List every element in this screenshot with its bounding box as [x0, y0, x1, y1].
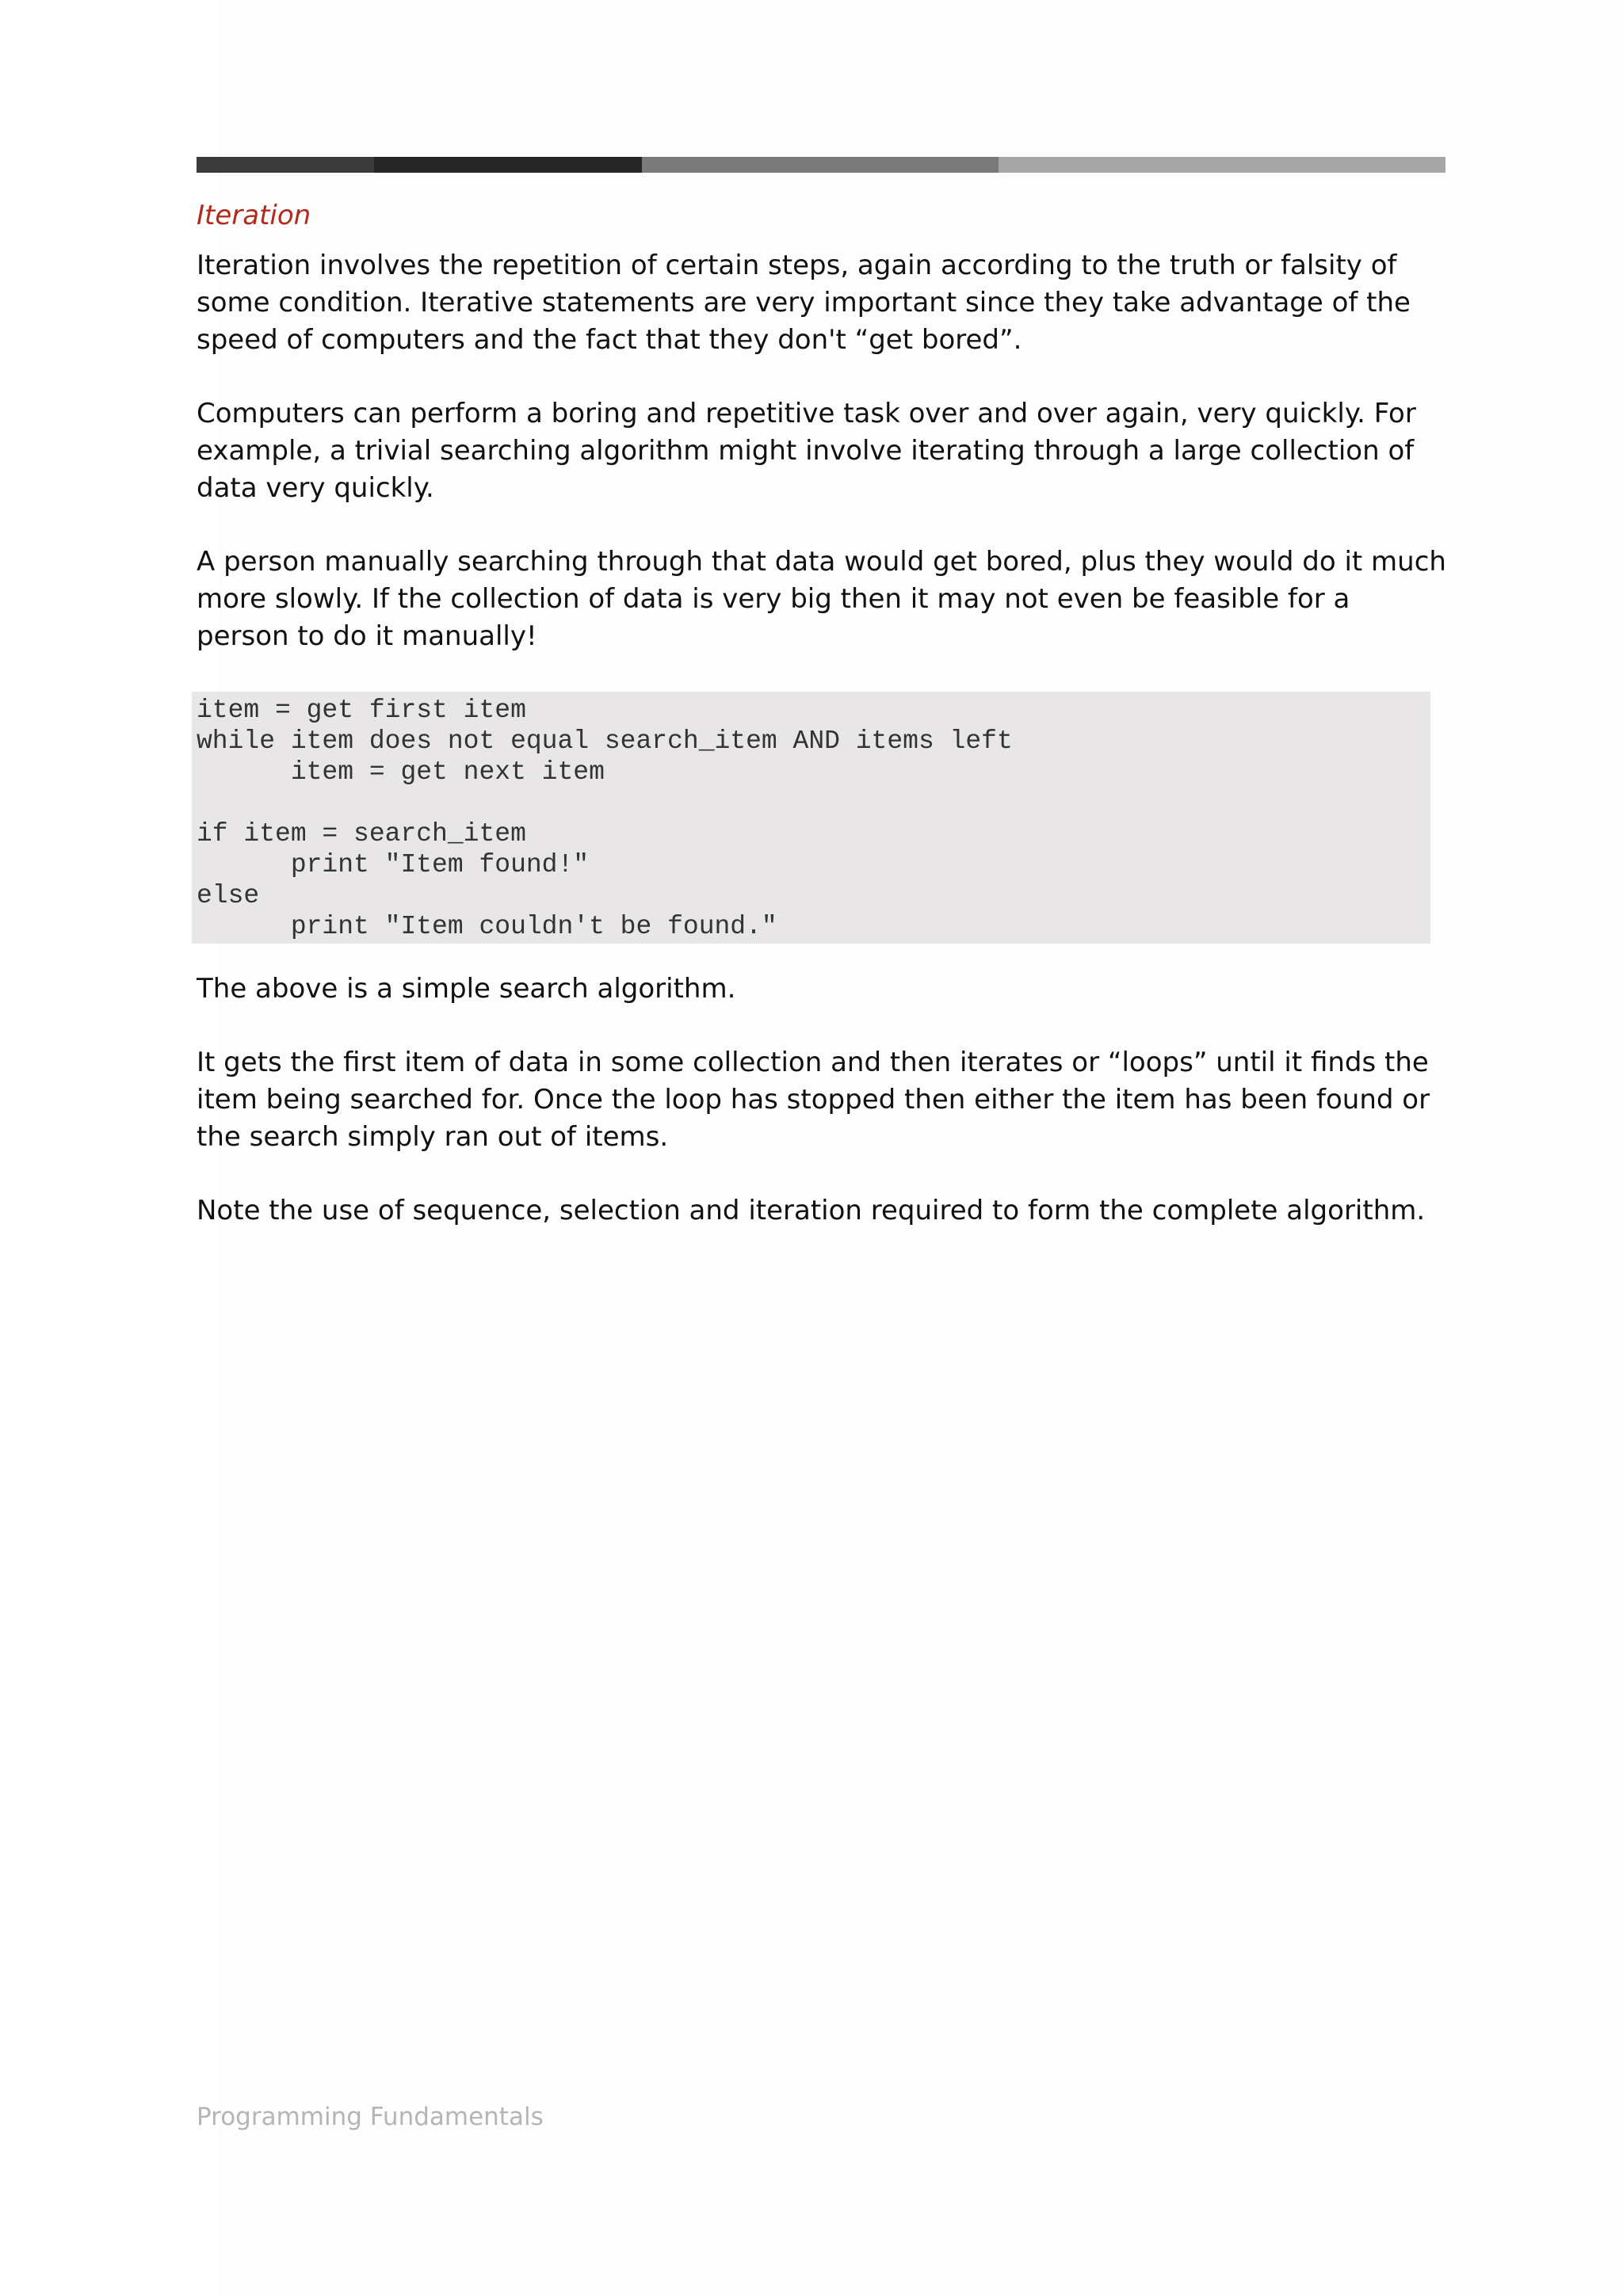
paragraph: A person manually searching through that data would get bored, plus they would do it much more slowly. If the collection of data is very big then it may not even be feasible for a person to do it manually! [197, 546, 1446, 652]
code-line: item = get next item [197, 757, 605, 787]
code-line [197, 788, 1430, 818]
code-line: while item does not equal search_item AND items left [197, 727, 1013, 756]
page-footer: Programming Fundamentals [197, 2103, 544, 2131]
code-line: else [197, 881, 260, 910]
code-line: print "Item found!" [197, 850, 590, 879]
paragraph: Note the use of sequence, selection and iteration required to form the complete algorithm. [197, 1195, 1426, 1226]
header-bar-segment [999, 157, 1445, 173]
code-line: item = get first item [197, 696, 526, 725]
code-line: if item = search_item [197, 819, 526, 849]
header-color-bar [197, 157, 1445, 173]
code-line: print "Item couldn't be found." [197, 912, 777, 941]
paragraph: Iteration involves the repetition of certain steps, again according to the truth or falsity of some condition. Iterative statements are very important since they take advantage of the speed of computers and the fact that they don't “get bored”. [197, 250, 1411, 356]
paragraph: Computers can perform a boring and repetitive task over and over again, very quickly. For example, a trivial searching algorithm might involve iterating through a large collection of data very quickly. [197, 398, 1416, 504]
header-bar-segment [374, 157, 642, 173]
header-bar-segment [197, 157, 374, 173]
document-body [197, 196, 1449, 1266]
paragraph: It gets the first item of data in some collection and then iterates or “loops” until it finds the item being searched for. Once the loop has stopped then either the item has been found or the search simply ran out of items. [197, 1047, 1430, 1153]
header-bar-segment [642, 157, 999, 173]
section-heading: Iteration [197, 200, 311, 231]
paragraph: The above is a simple search algorithm. [197, 973, 736, 1005]
code-block [192, 692, 1430, 944]
